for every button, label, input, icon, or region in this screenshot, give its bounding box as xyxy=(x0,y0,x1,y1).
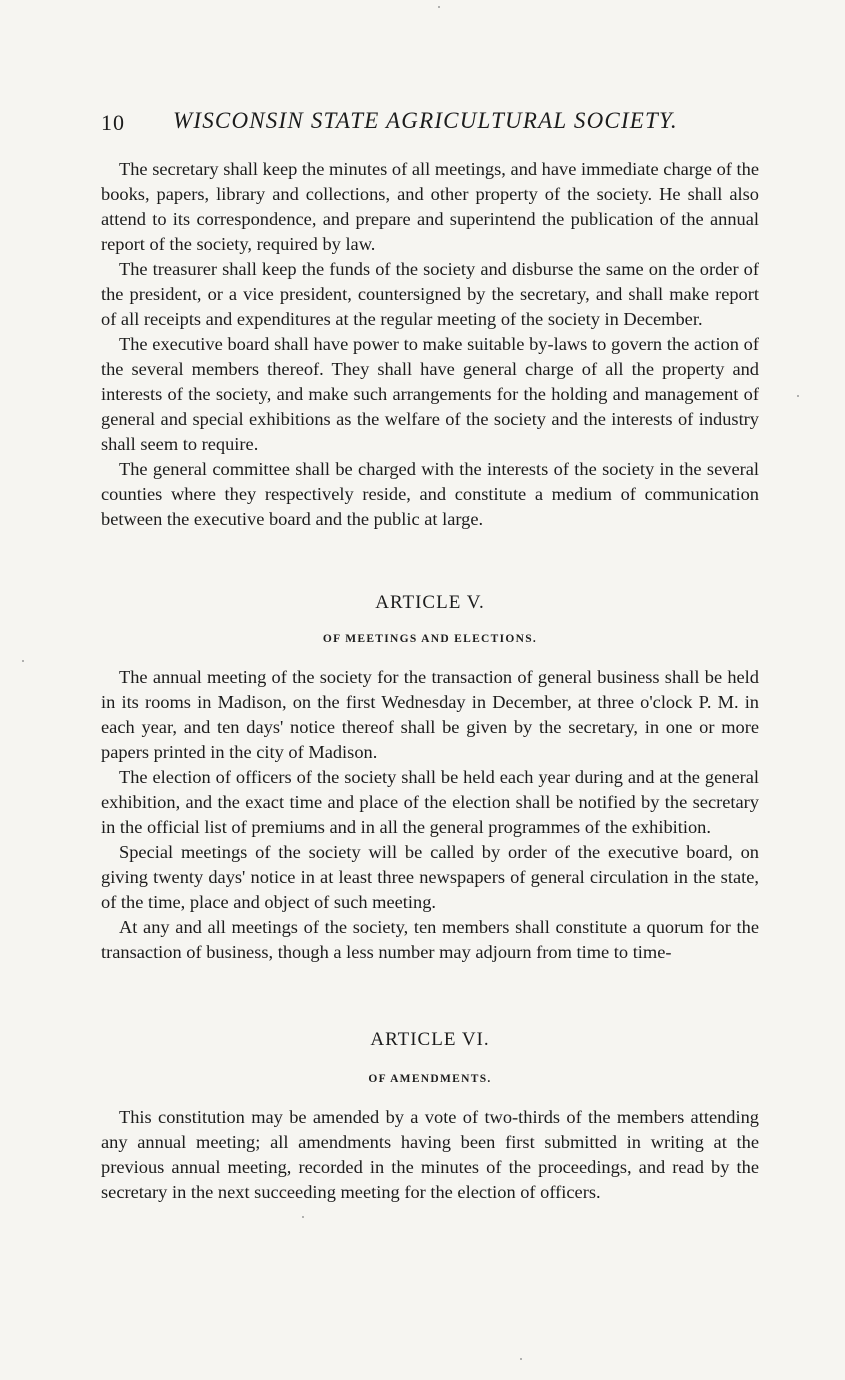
paragraph-election-of-officers: The election of officers of the society shall be held each year during and at the general exhibition, and the exact time and place of the election shall be notified by the secretary in the official list of premiums and in all the general programmes of the exhibition. xyxy=(101,767,759,837)
article-v-heading: ARTICLE V. xyxy=(375,592,485,613)
paragraph-special-meetings: Special meetings of the society will be called by order of the executive board, on giving twenty days' notice in at least three newspapers of general circulation in the state, of the time, place and object of such meeting. xyxy=(101,842,759,912)
paper-speck xyxy=(797,395,799,397)
article-v-subheading: OF MEETINGS AND ELECTIONS. xyxy=(322,633,538,645)
paragraph-general-committee: The general committee shall be charged with the interests of the society in the several counties where they respectively reside, and constitute a medium of communication between the executive board and the public at large. xyxy=(101,459,759,529)
paper-speck xyxy=(520,1358,522,1360)
section-one-text xyxy=(101,157,759,532)
paragraph-quorum: At any and all meetings of the society, ten members shall constitute a quorum for the transaction of business, though a less number may adjourn from time to time- xyxy=(101,917,759,962)
running-title: WISCONSIN STATE AGRICULTURAL SOCIETY. xyxy=(173,108,678,133)
paragraph-amendments: This constitution may be amended by a vote of two-thirds of the members attending any annual meeting; all amendments having been first submitted in writing at the previous annual meeting, recorded in the minutes of the proceedings, and read by the secretary in the next succeeding meeting for the election of officers. xyxy=(101,1107,759,1202)
paragraph-secretary: The secretary shall keep the minutes of all meetings, and have immediate charge of the books, papers, library and collections, and other property of the society. He shall also attend to its correspondence, and prepare and superintend the publication of the annual report of the society, required by law. xyxy=(101,159,759,254)
paper-speck xyxy=(438,6,440,8)
paragraph-treasurer: The treasurer shall keep the funds of the society and disburse the same on the order of the president, or a vice president, countersigned by the secretary, and shall make report of all receipts and expenditures at the regular meeting of the society in December. xyxy=(101,259,759,329)
running-head xyxy=(101,108,761,138)
paragraph-executive-board: The executive board shall have power to make suitable by-laws to govern the action of the several members thereof. They shall have general charge of all the property and interests of the society, and make such arrangements for the holding and management of general and special exhibitions as the welfare of the society and the interests of industry shall seem to require. xyxy=(101,334,759,454)
paper-speck xyxy=(22,660,24,662)
paragraph-annual-meeting: The annual meeting of the society for the transaction of general business shall be held in its rooms in Madison, on the first Wednesday in December, at three o'clock P. M. in each year, and ten days' notice thereof shall be given by the secretary, in one or more papers printed in the city of Madison. xyxy=(101,667,759,762)
page-number: 10 xyxy=(101,110,125,135)
article-vi-text xyxy=(101,1105,759,1205)
article-vi-subheading: OF AMENDMENTS. xyxy=(368,1073,492,1085)
article-vi-heading: ARTICLE VI. xyxy=(370,1029,490,1050)
paper-speck xyxy=(302,1216,304,1218)
article-v-text xyxy=(101,665,759,965)
